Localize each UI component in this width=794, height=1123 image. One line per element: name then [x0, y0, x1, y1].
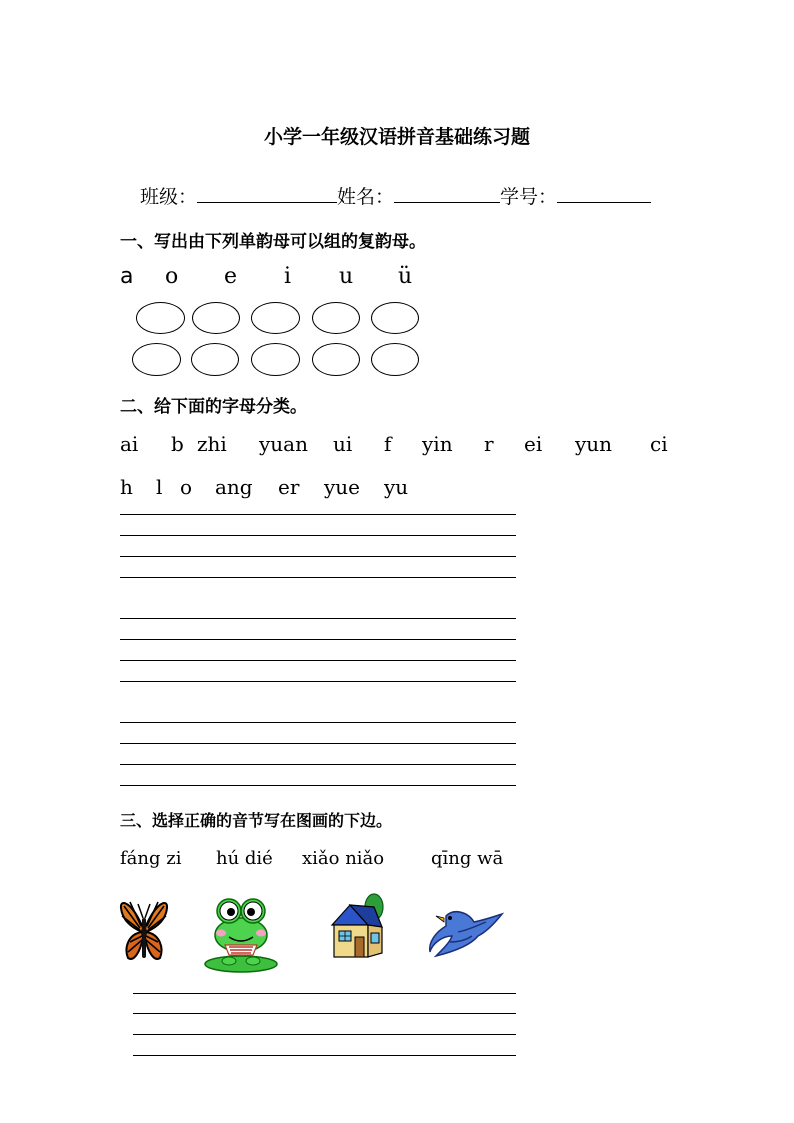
frog-icon — [203, 893, 279, 973]
letter-er: er — [278, 475, 300, 499]
writing-line[interactable] — [120, 764, 516, 765]
letter-l: l — [156, 475, 163, 499]
page-title: 小学一年级汉语拼音基础练习题 — [263, 126, 530, 148]
answer-oval[interactable] — [136, 302, 185, 334]
letter-f: f — [384, 432, 392, 456]
bird-icon — [428, 906, 504, 960]
letter-yue: yue — [324, 475, 361, 499]
answer-oval[interactable] — [132, 343, 181, 376]
vowel-i: i — [284, 264, 292, 289]
house-icon — [330, 893, 384, 961]
writing-line[interactable] — [120, 660, 516, 661]
answer-oval[interactable] — [312, 302, 360, 334]
letter-ci: ci — [650, 432, 668, 456]
writing-line[interactable] — [120, 722, 516, 723]
writing-line[interactable] — [120, 577, 516, 578]
letter-yuan: yuan — [259, 432, 308, 456]
class-blank[interactable] — [197, 184, 337, 203]
syllable-hudie: hú dié — [216, 848, 273, 869]
writing-line[interactable] — [120, 535, 516, 536]
letter-yin: yin — [422, 432, 453, 456]
letter-r: r — [484, 432, 494, 456]
letter-b: b — [171, 432, 184, 456]
syllable-qingwa: qīng wā — [431, 848, 504, 869]
answer-oval[interactable] — [251, 302, 300, 334]
section2-heading: 二、给下面的字母分类。 — [120, 397, 307, 417]
student-info-line — [140, 182, 651, 209]
writing-line[interactable] — [120, 785, 516, 786]
answer-oval[interactable] — [371, 302, 419, 334]
vowel-u-umlaut: ü — [398, 264, 413, 289]
vowel-o: o — [165, 264, 179, 289]
id-blank[interactable] — [557, 184, 651, 203]
answer-oval[interactable] — [191, 343, 239, 376]
butterfly-icon — [118, 898, 170, 964]
syllable-fangzi: fáng zi — [120, 848, 182, 869]
writing-line[interactable] — [120, 743, 516, 744]
name-label: 姓名： — [337, 186, 395, 208]
writing-line[interactable] — [120, 639, 516, 640]
class-label: 班级： — [140, 186, 198, 208]
writing-line[interactable] — [120, 514, 516, 515]
section3-heading: 三、选择正确的音节写在图画的下边。 — [120, 811, 393, 830]
writing-line[interactable] — [120, 681, 516, 682]
writing-line[interactable] — [120, 556, 516, 557]
vowel-u: u — [339, 264, 354, 289]
id-label: 学号： — [500, 186, 558, 208]
answer-oval[interactable] — [371, 343, 419, 376]
letter-ui: ui — [333, 432, 353, 456]
writing-line[interactable] — [133, 1055, 516, 1056]
answer-oval[interactable] — [192, 302, 240, 334]
vowel-e: e — [224, 264, 238, 289]
letter-ang: ang — [215, 475, 253, 499]
section1-heading: 一、写出由下列单韵母可以组的复韵母。 — [120, 232, 426, 252]
writing-line[interactable] — [133, 1034, 516, 1035]
letter-zhi: zhi — [197, 432, 227, 456]
name-blank[interactable] — [394, 184, 500, 203]
letter-h: h — [120, 475, 133, 499]
writing-line[interactable] — [133, 993, 516, 994]
letter-yu: yu — [384, 475, 409, 499]
syllable-xiaoniao: xiǎo niǎo — [302, 848, 385, 869]
writing-line[interactable] — [133, 1013, 516, 1014]
writing-line[interactable] — [120, 618, 516, 619]
vowel-a: a — [120, 264, 134, 289]
answer-oval[interactable] — [251, 343, 300, 376]
letter-o: o — [180, 475, 193, 499]
letter-ai: ai — [120, 432, 139, 456]
letter-yun: yun — [575, 432, 613, 456]
answer-oval[interactable] — [312, 343, 360, 376]
letter-ei: ei — [524, 432, 543, 456]
